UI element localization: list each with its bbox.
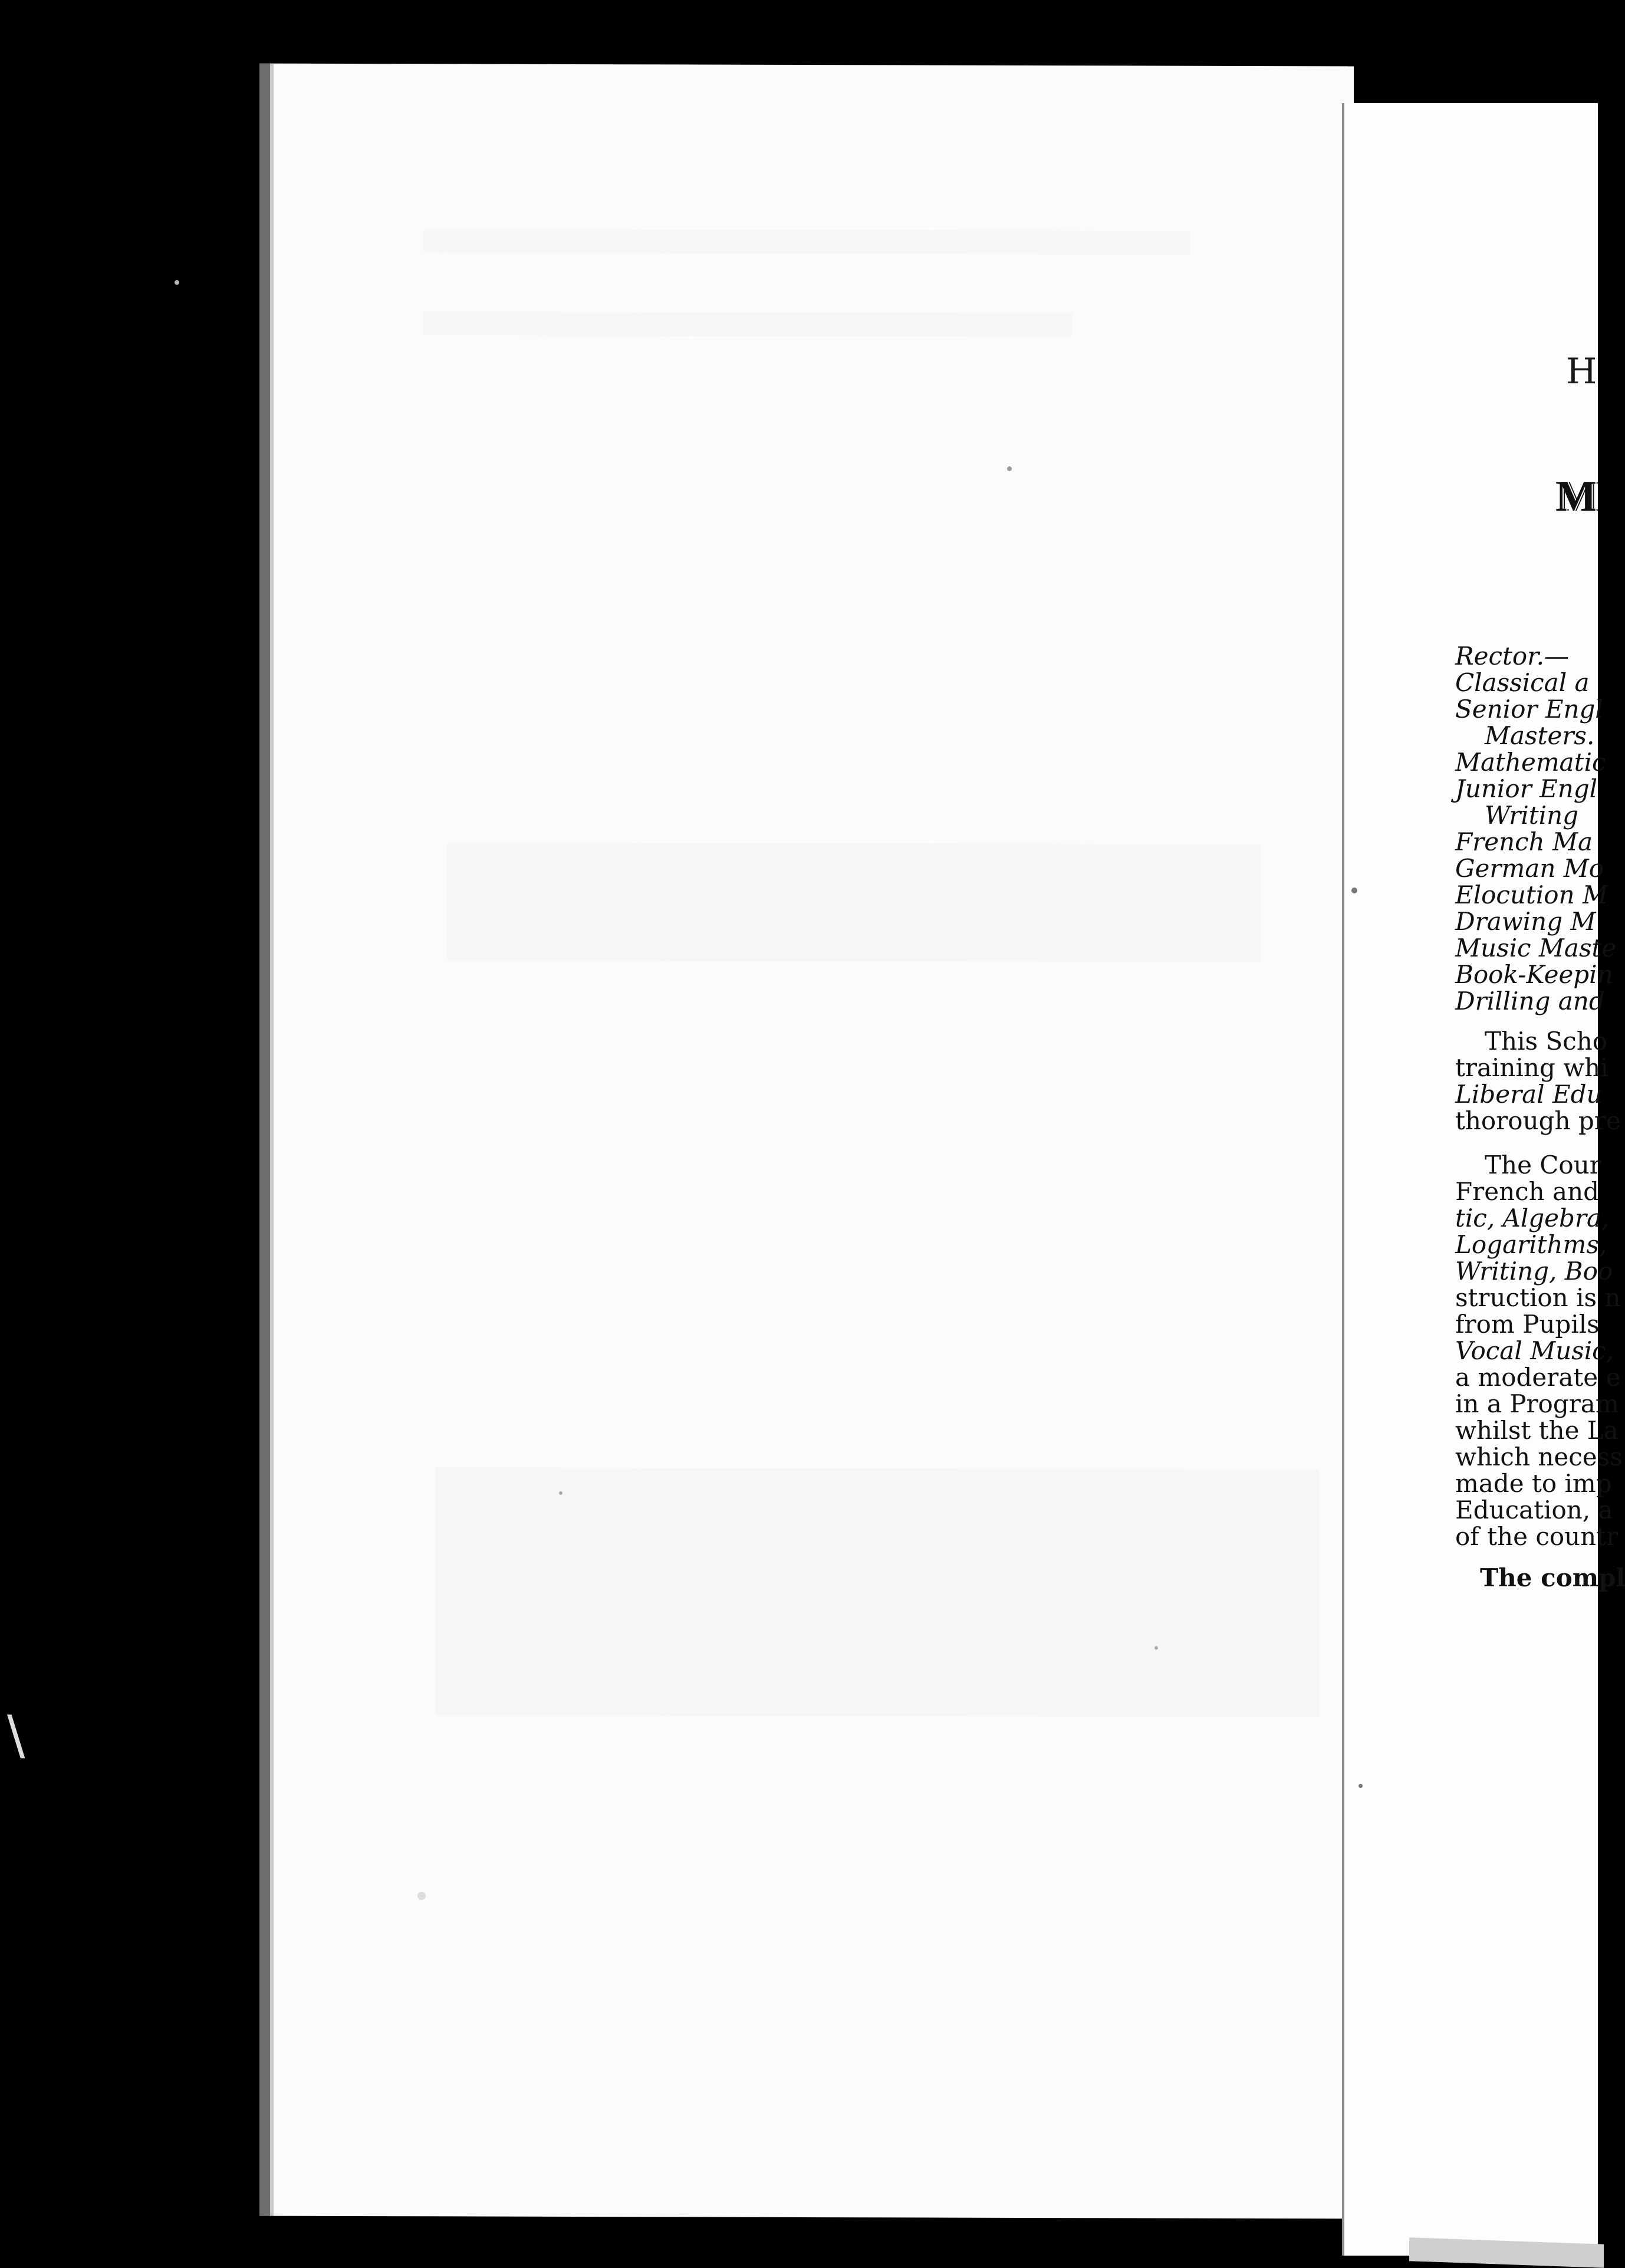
paragraph-line: The compl bbox=[1480, 1563, 1625, 1592]
paragraph-line: Vocal Music, bbox=[1455, 1336, 1614, 1365]
staff-line: Junior Engl bbox=[1455, 774, 1598, 803]
speck bbox=[1351, 888, 1357, 893]
staff-line: Writing bbox=[1485, 801, 1579, 830]
staff-line: Mathematic bbox=[1455, 748, 1606, 777]
staff-line: Senior Engl bbox=[1455, 695, 1603, 724]
paragraph-line: in a Program bbox=[1455, 1389, 1619, 1418]
speck bbox=[1007, 466, 1012, 471]
staff-line: Music Maste bbox=[1455, 934, 1617, 962]
paragraph-line: of the countr bbox=[1455, 1522, 1619, 1551]
speck bbox=[175, 280, 179, 285]
staff-line: Classical a bbox=[1455, 668, 1590, 697]
paragraph-line: which necess bbox=[1455, 1442, 1623, 1471]
paragraph-line: Liberal Edu bbox=[1455, 1080, 1603, 1109]
paragraph-line: French and bbox=[1455, 1177, 1600, 1206]
staff-line: Drilling and bbox=[1455, 987, 1605, 1015]
staff-line: German Mo bbox=[1455, 854, 1604, 883]
staff-line: Rector.— bbox=[1455, 642, 1569, 670]
scratch-mark: \ bbox=[7, 1704, 25, 1766]
paragraph-line: training whi bbox=[1455, 1053, 1608, 1082]
paragraph-line: made to imp bbox=[1455, 1469, 1612, 1498]
paragraph-line: from Pupils bbox=[1455, 1310, 1600, 1339]
paragraph-line: tic, Algebra, bbox=[1455, 1204, 1610, 1232]
bleed-through-line bbox=[423, 229, 1190, 254]
bleed-through-block bbox=[447, 842, 1261, 962]
right-page bbox=[1344, 103, 1625, 2256]
heading-title-initial: M bbox=[1555, 472, 1597, 521]
paragraph-line: whilst the La bbox=[1455, 1416, 1619, 1445]
heading-initial: H bbox=[1566, 351, 1598, 392]
staff-line: Drawing M bbox=[1455, 907, 1596, 936]
staff-line: Masters. bbox=[1485, 721, 1595, 750]
staff-line: Elocution M bbox=[1455, 880, 1608, 909]
paragraph-line: thorough pre bbox=[1455, 1106, 1621, 1135]
paragraph-line: Writing, Boo bbox=[1455, 1257, 1613, 1286]
paragraph-line: Logarithms, bbox=[1455, 1230, 1607, 1259]
staff-line: French Ma bbox=[1455, 827, 1593, 856]
bleed-through-block bbox=[435, 1467, 1320, 1717]
paragraph-line: struction is n bbox=[1455, 1283, 1621, 1312]
speck bbox=[559, 1491, 562, 1495]
speck bbox=[1358, 1784, 1363, 1788]
speck bbox=[1154, 1646, 1158, 1650]
paragraph-line: Education, a bbox=[1455, 1495, 1613, 1524]
speck bbox=[417, 1892, 426, 1900]
paragraph-line: The Cour bbox=[1485, 1151, 1601, 1179]
paragraph-line: This Scho bbox=[1485, 1027, 1608, 1056]
bleed-through-line bbox=[423, 311, 1072, 337]
staff-line: Book-Keepin bbox=[1455, 960, 1613, 989]
paragraph-line: a moderate e bbox=[1455, 1363, 1621, 1392]
